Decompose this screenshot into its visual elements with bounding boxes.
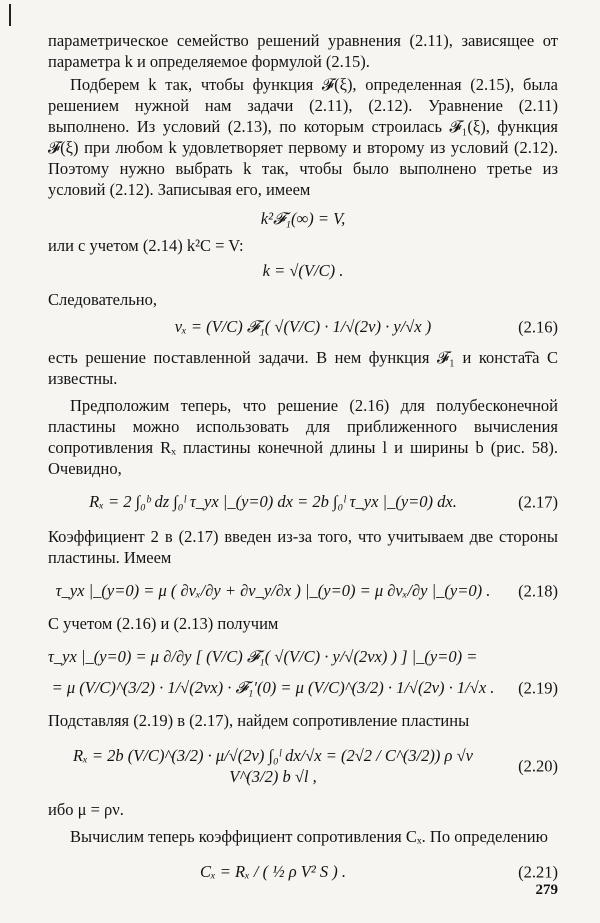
- page-number: 279: [535, 882, 558, 898]
- equation-number: (2.20): [518, 756, 558, 776]
- paragraph-3: или с учетом (2.14) k²C = V:: [48, 236, 244, 255]
- paragraph-1: параметрическое семейство решений уравнения (2.11), зависящее от параметра k и определяемое формулой (2.15).: [48, 31, 558, 71]
- equation-2-20: Rₓ = 2b (V/C)^(3/2) · μ/√(2ν) ∫₀ˡ dx/√x = (2√2 / C^(3/2)) ρ √ν V^(3/2) b √l , (2.20): [73, 746, 558, 786]
- equation-2: k = √(V/C) .: [262, 261, 344, 280]
- paragraph-8: С учетом (2.16) и (2.13) получим: [48, 614, 279, 633]
- equation-number: (2.19): [518, 678, 558, 697]
- paragraph-4: Следовательно,: [48, 290, 157, 309]
- equation-number: (2.18): [518, 581, 558, 600]
- paragraph-6: Предположим теперь, что решение (2.16) для полубесконечной пластины можно использовать для приближенного вычисления сопротивления Rₓ пластины конечной длины l и ширины b (рис. 58). Очевидно,: [48, 396, 558, 478]
- crop-mark: [9, 4, 11, 26]
- paragraph-5: есть решение поставленной задачи. В нем функция 𝓕₁ и конста͡та C известны.: [48, 348, 558, 388]
- equation-2-18: τ_yx |_(y=0) = μ ( ∂vₓ/∂y + ∂v_y/∂x ) |_(y=0) = μ ∂vₓ/∂y |_(y=0) . (2.18): [55, 581, 558, 600]
- paragraph-2: Подберем k так, чтобы функция 𝓕(ξ), определенная (2.15), была решением нужной нам задачи (2.11), (2.12). Уравнение (2.11) выполнено. Из условий (2.13), по которым строилась 𝓕₁(ξ), функция 𝓕(ξ) при любом k удовлетворяет первому и второму из условий (2.12). Поэтому нужно выбрать k так, чтобы было выполнено третье из условий (2.12). Записывая его, имеем: [48, 75, 558, 199]
- equation-2-19: = μ (V/C)^(3/2) · 1/√(2νx) · 𝓕₁′(0) = μ (V/C)^(3/2) · 1/√(2ν) · 1/√x . (2.19): [51, 678, 558, 697]
- equation-2-19-line1: τ_yx |_(y=0) = μ ∂/∂y [ (V/C) 𝓕₁( √(V/C) · y/√(2νx) ) ] |_(y=0) =: [48, 647, 478, 666]
- equation-number: (2.17): [518, 492, 558, 511]
- page-body: [48, 30, 558, 888]
- equation-2-16: vₓ = (V/C) 𝓕₁( √(V/C) · 1/√(2ν) · y/√x ) (2.16): [174, 317, 558, 336]
- paragraph-11: Вычислим теперь коэффициент сопротивления Cₓ. По определению: [70, 827, 548, 846]
- paragraph-7: Коэффициент 2 в (2.17) введен из-за того, что учитываем две стороны пластины. Имеем: [48, 527, 558, 567]
- equation-2-17: Rₓ = 2 ∫₀ᵇ dz ∫₀ˡ τ_yx |_(y=0) dx = 2b ∫₀ˡ τ_yx |_(y=0) dx. (2.17): [89, 492, 558, 511]
- equation-1: k²𝓕₁(∞) = V,: [260, 209, 346, 228]
- paragraph-10: ибо μ = ρν.: [48, 800, 124, 819]
- paragraph-9: Подставляя (2.19) в (2.17), найдем сопротивление пластины: [48, 711, 470, 730]
- equation-number: (2.21): [518, 862, 558, 881]
- equation-2-21: Cₓ = Rₓ / ( ½ ρ V² S ) . (2.21): [199, 862, 558, 881]
- equation-number: (2.16): [518, 317, 558, 336]
